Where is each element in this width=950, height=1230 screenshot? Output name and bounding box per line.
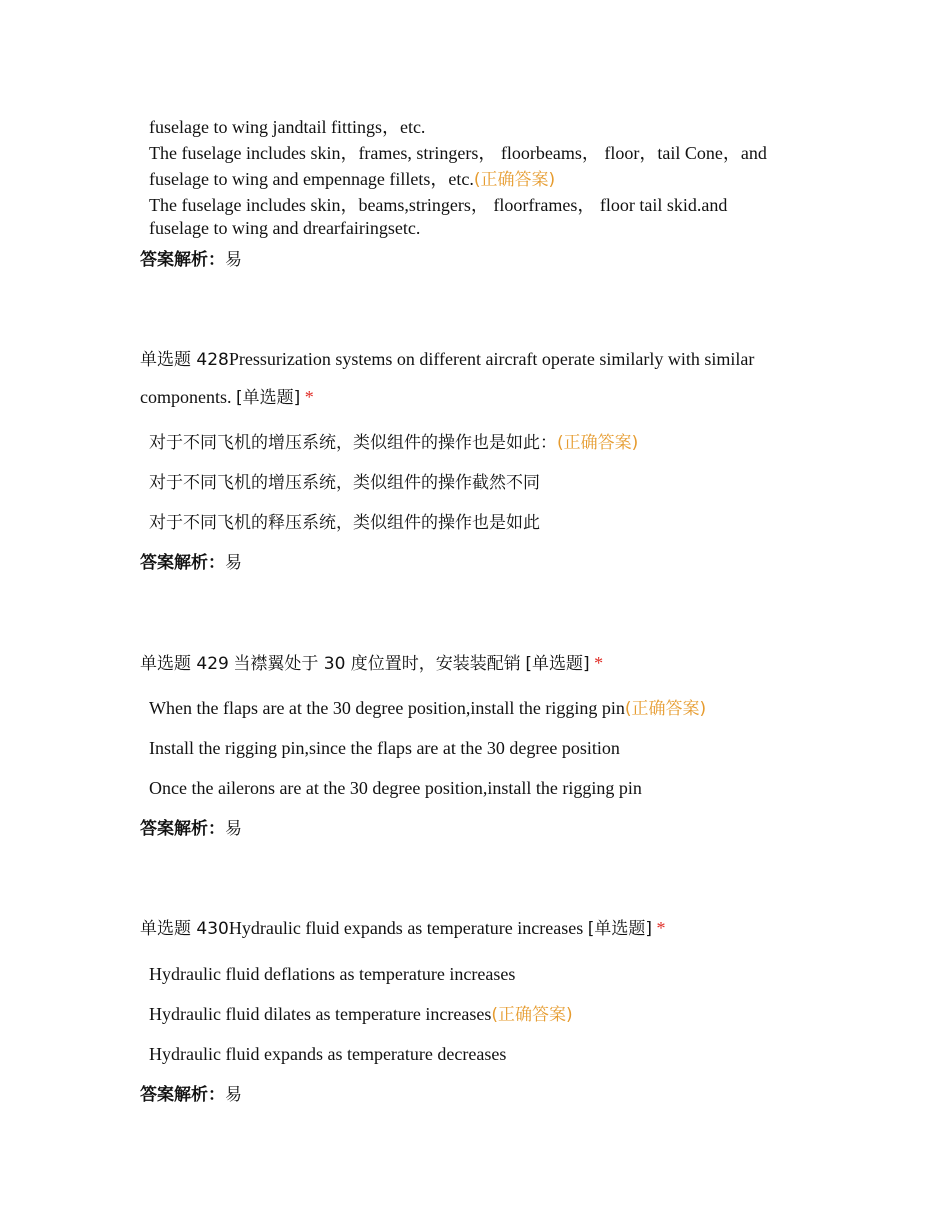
answer-analysis xyxy=(140,248,242,271)
analysis-label: 答案解析： xyxy=(140,1085,225,1105)
option-text xyxy=(149,697,706,720)
question-text: Hydraulic fluid expands as temperature increases xyxy=(228,918,584,938)
question-text: 当襟翼处于 30 度位置时，安装装配销 xyxy=(233,654,521,674)
option-text: fuselage to wing and drearfairingsetc. xyxy=(149,218,421,238)
analysis-value: 易 xyxy=(225,819,242,839)
option-text xyxy=(149,432,638,454)
analysis-label: 答案解析： xyxy=(140,553,225,573)
analysis-label: 答案解析： xyxy=(140,250,225,270)
option-label: When the flaps are at the 30 degree position,install the rigging pin xyxy=(149,698,625,718)
question-title xyxy=(140,652,603,675)
answer-analysis xyxy=(140,1083,242,1106)
correct-answer-tag: (正确答案) xyxy=(491,1005,573,1025)
option-text: 对于不同飞机的释压系统，类似组件的操作也是如此 xyxy=(149,513,540,533)
option-text: The fuselage includes skin，frames, stringers， floorbeams， floor，tail Cone，and xyxy=(149,143,767,163)
option-text xyxy=(149,168,555,191)
option-text: Hydraulic fluid deflations as temperature increases xyxy=(149,964,516,984)
option-text: Once the ailerons are at the 30 degree position,install the rigging pin xyxy=(149,778,642,798)
analysis-label: 答案解析： xyxy=(140,819,225,839)
correct-answer-tag: (正确答案) xyxy=(557,433,639,453)
question-title xyxy=(140,348,754,371)
option-text: The fuselage includes skin，beams,stringers， floorframes， floor tail skid.and xyxy=(149,195,728,215)
analysis-value: 易 xyxy=(225,1085,242,1105)
question-text: components. xyxy=(140,387,232,407)
question-text: Pressurization systems on different aircraft operate similarly with similar xyxy=(228,349,755,369)
question-type-tag: [单选题] xyxy=(525,654,590,674)
answer-analysis xyxy=(140,551,242,574)
option-label: 对于不同飞机的增压系统，类似组件的操作也是如此： xyxy=(149,433,557,453)
question-prefix: 单选题 428 xyxy=(140,350,229,370)
question-prefix: 单选题 429 xyxy=(140,654,229,674)
option-label: Hydraulic fluid dilates as temperature increases xyxy=(149,1004,492,1024)
question-prefix: 单选题 430 xyxy=(140,919,229,939)
analysis-value: 易 xyxy=(225,553,242,573)
option-text: fuselage to wing jandtail fittings，etc. xyxy=(149,117,426,137)
question-type-tag: [单选题] xyxy=(587,919,652,939)
analysis-value: 易 xyxy=(225,250,242,270)
correct-answer-tag: (正确答案) xyxy=(624,699,707,719)
correct-answer-tag: (正确答案) xyxy=(473,170,556,190)
option-text: Hydraulic fluid expands as temperature decreases xyxy=(149,1044,507,1064)
option-text-part: fuselage to wing and empennage fillets，etc. xyxy=(149,169,474,189)
option-text xyxy=(149,1003,573,1026)
question-title xyxy=(140,917,665,940)
question-title-cont xyxy=(140,386,314,409)
option-text: 对于不同飞机的增压系统，类似组件的操作截然不同 xyxy=(149,473,540,493)
required-mark: * xyxy=(304,387,314,407)
required-mark: * xyxy=(594,653,604,673)
question-type-tag: [单选题] xyxy=(236,388,301,408)
option-text: Install the rigging pin,since the flaps are at the 30 degree position xyxy=(149,738,620,758)
required-mark: * xyxy=(656,918,666,938)
answer-analysis xyxy=(140,817,242,840)
